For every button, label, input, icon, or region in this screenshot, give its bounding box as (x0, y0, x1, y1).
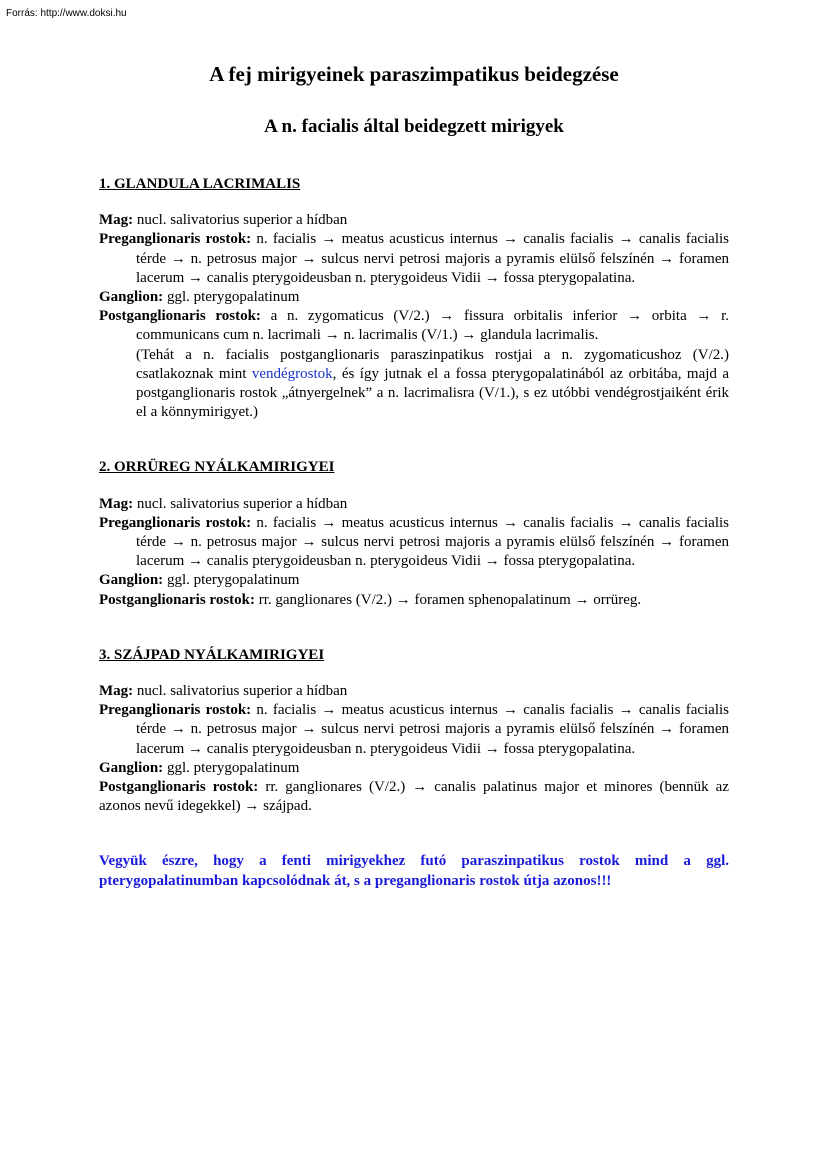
note-text-before: (Tehát a n. facialis postganglionaris paraszinpatikus rostjai a n. zygomaticushoz (V/2.) csatlakoznak mint (136, 346, 729, 382)
post-text: rr. ganglionares (V/2.) → canalis palatinus major et minores (bennük az azonos nevű idegekkel) → szájpad. (99, 779, 729, 815)
ganglion-text: ggl. pterygopalatinum (166, 572, 300, 589)
pre-label: Preganglionaris rostok: (99, 514, 252, 531)
mag-label: Mag: (99, 683, 134, 700)
post-text: a n. zygomaticus (V/2.) → fissura orbitalis inferior → orbita → r. communicans cum n. lacrimali → n. lacrimalis (V/1.) → glandula lacrimalis. (136, 308, 730, 344)
source-url: Forrás: http://www.doksi.hu (6, 8, 127, 19)
mag-label: Mag: (99, 212, 134, 229)
page-subtitle: A n. facialis által beidegzett mirigyek (264, 116, 564, 137)
explanatory-note (99, 346, 729, 423)
pre-text: n. facialis → meatus acusticus internus → canalis facialis → canalis facialis térde → n. petrosus major → sulcus nervi petrosi majoris a pyramis elülső felszínén → foramen lacerum → canalis pterygoideusban n. pterygoideus Vidii → fossa pterygopalatina. (136, 514, 730, 570)
mag-label: Mag: (99, 495, 134, 512)
ganglion-row (99, 288, 729, 307)
mag-row (99, 495, 729, 514)
post-label: Postganglionaris rostok: (99, 779, 259, 796)
pre-row (99, 230, 729, 288)
pre-text: n. facialis → meatus acusticus internus → canalis facialis → canalis facialis térde → n. petrosus major → sulcus nervi petrosi majoris a pyramis elülső felszínén → foramen lacerum → canalis pterygoideusban n. pterygoideus Vidii → fossa pterygopalatina. (136, 702, 730, 757)
conclusion-note: Vegyük észre, hogy a fenti mirigyekhez futó paraszinpatikus rostok mind a ggl. pterygopalatinumban kapcsolódnak át, s a preganglionaris rostok útja azonos!!! (99, 853, 729, 889)
pre-row (99, 514, 729, 572)
post-row (99, 591, 729, 610)
section-title: 2. ORRÜREG NYÁLKAMIRIGYEI (99, 459, 335, 476)
post-label: Postganglionaris rostok: (99, 308, 261, 325)
note-text-after: , és így jutnak el a fossa pterygopalatinából az orbitába, majd a postganglionaris rostok „átnyergelnek” a n. lacrimalisra (V/1.), s ez utóbbi vendégrostjaiként érik el a könnymirigyet.) (136, 365, 729, 421)
pre-row (99, 701, 729, 759)
ganglion-row (99, 571, 729, 590)
section-title: 1. GLANDULA LACRIMALIS (99, 176, 301, 192)
section-title: 3. SZÁJPAD NYÁLKAMIRIGYEI (99, 646, 325, 663)
pre-label: Preganglionaris rostok: (99, 702, 252, 719)
section-glandula-lacrimalis (99, 175, 729, 422)
mag-text: nucl. salivatorius superior a hídban (136, 683, 348, 700)
vendegrostok-link[interactable]: vendégrostok (251, 365, 333, 382)
ganglion-text: ggl. pterygopalatinum (166, 759, 300, 776)
pre-text: n. facialis → meatus acusticus internus → canalis facialis → canalis facialis térde → n. petrosus major → sulcus nervi petrosi majoris a pyramis elülső felszínén → foramen lacerum → canalis pterygoideusban n. pterygoideus Vidii → fossa pterygopalatina. (136, 231, 730, 286)
ganglion-label: Ganglion: (99, 759, 164, 776)
section-szajpad (99, 646, 729, 817)
ganglion-label: Ganglion: (99, 572, 164, 589)
post-text: rr. ganglionares (V/2.) → foramen sphenopalatinum → orrüreg. (258, 591, 642, 608)
page-title: A fej mirigyeinek paraszimpatikus beidegzése (209, 62, 619, 86)
mag-row (99, 682, 729, 701)
mag-row (99, 211, 729, 230)
section-orrureg (99, 458, 729, 609)
post-label: Postganglionaris rostok: (99, 591, 255, 608)
post-row (99, 307, 729, 345)
ganglion-row (99, 759, 729, 778)
ganglion-text: ggl. pterygopalatinum (166, 289, 300, 306)
ganglion-label: Ganglion: (99, 289, 164, 306)
post-row (99, 778, 729, 816)
mag-text: nucl. salivatorius superior a hídban (136, 212, 348, 229)
mag-text: nucl. salivatorius superior a hídban (136, 495, 348, 512)
document-body (99, 60, 729, 891)
pre-label: Preganglionaris rostok: (99, 231, 252, 248)
